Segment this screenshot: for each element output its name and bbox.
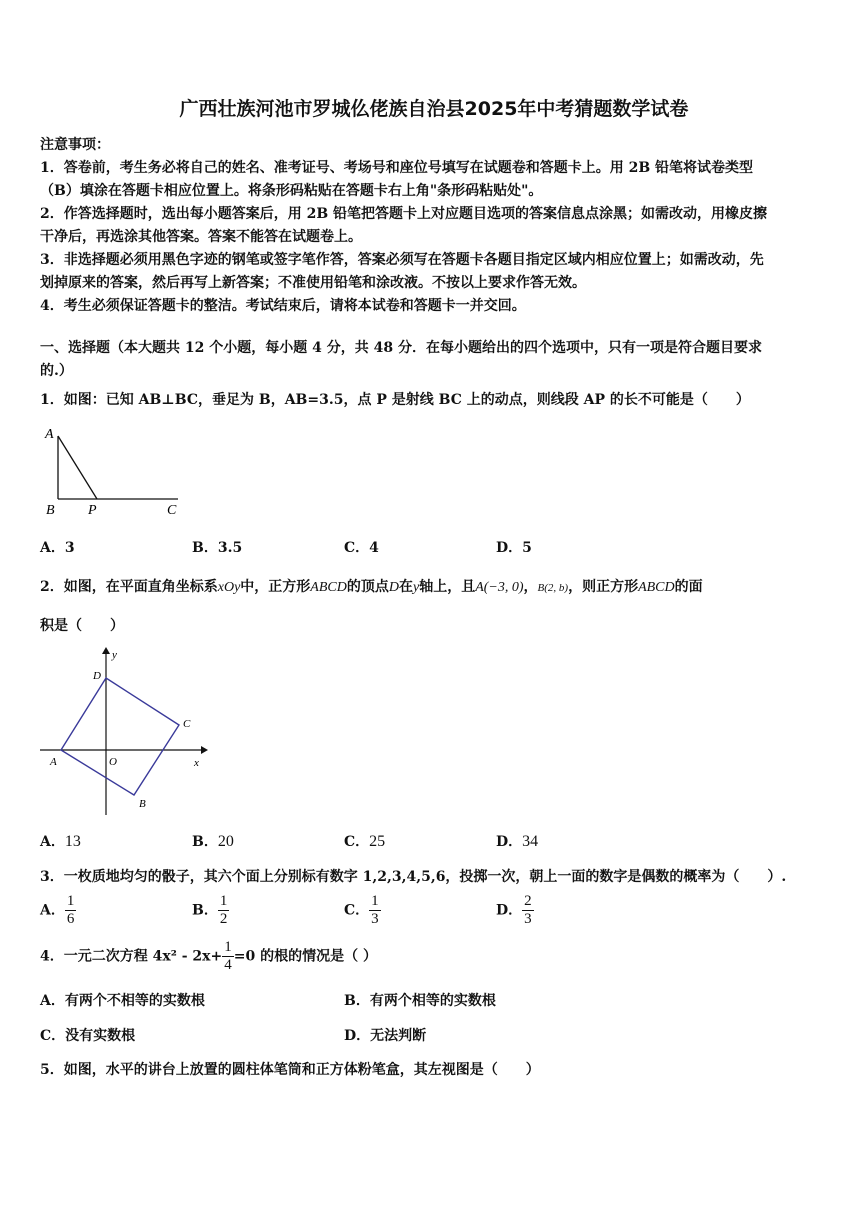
fig2-label-c: C	[183, 718, 191, 730]
question-3-text: 3．一枚质地均匀的骰子，其六个面上分别标有数字 1,2,3,4,5,6，投掷一次，朝上一面的数字是偶数的概率为（ ）.	[40, 869, 787, 885]
fraction-numerator: 1	[219, 893, 228, 909]
question-4-text	[40, 939, 377, 974]
q2-xoy: xOy	[217, 580, 241, 595]
q3-option-c-letter: C．	[344, 902, 370, 919]
q4-option-a: A．有两个不相等的实数根	[40, 993, 205, 1009]
notice-line: 划掉原来的答案，然后再写上新答案；不准使用铅笔和涂改液。不按以上要求作答无效。	[40, 275, 586, 291]
q4-fraction	[222, 939, 234, 974]
notice-line: 4．考生必须保证答题卡的整洁。考试结束后，请将本试卷和答题卡一并交回。	[40, 298, 526, 314]
fig1-label-p: P	[88, 503, 97, 518]
q2-option-b-letter: B．	[192, 834, 218, 850]
notice-heading: 注意事项：	[40, 137, 110, 153]
q2-text-f: ，	[523, 579, 538, 595]
q4-text-b: =0 的根的情况是（ ）	[233, 948, 377, 965]
q2-option-d-value: 34	[522, 833, 539, 850]
notice-line: 2．作答选择题时，选出每小题答案后，用 2B 铅笔把答题卡上对应题目选项的答案信息点涂黑；如需改动，用橡皮擦	[40, 206, 768, 222]
section-heading-cont: 的.）	[40, 363, 73, 379]
fig1-label-b: B	[46, 503, 55, 518]
q2-option-a	[40, 831, 81, 851]
q2-text-d: 在	[398, 579, 413, 595]
fig1-label-a: A	[45, 427, 54, 442]
q2-option-c-letter: C．	[344, 834, 370, 850]
question-2-figure	[36, 645, 216, 820]
q2-option-c-value: 25	[369, 833, 386, 850]
q2-text-g: ，则正方形	[568, 579, 639, 595]
q1-option-a: A．3	[40, 540, 75, 556]
fig2-label-d: D	[93, 670, 101, 682]
q3-option-d-fraction	[522, 893, 534, 928]
q2-abcd-2: ABCD	[638, 580, 675, 595]
q2-option-a-value: 13	[64, 833, 81, 850]
question-1-figure	[40, 420, 190, 522]
q2-text-a: 2．如图，在平面直角坐标系	[40, 579, 218, 595]
fraction-denominator: 2	[219, 911, 228, 927]
q3-option-a-fraction	[65, 893, 77, 928]
question-1-text: 1．如图：已知 AB⊥BC，垂足为 B，AB=3.5，点 P 是射线 BC 上的动点，则线段 AP 的长不可能是（ ）	[40, 392, 750, 408]
q4-option-b: B．有两个相等的实数根	[344, 993, 496, 1009]
fig2-label-b: B	[139, 798, 146, 810]
q3-option-d-letter: D．	[496, 902, 523, 919]
question-2-text	[40, 576, 703, 596]
q3-option-c	[344, 893, 381, 928]
fig2-label-a: A	[50, 756, 57, 768]
fraction-denominator: 4	[224, 957, 232, 973]
fraction-denominator: 3	[371, 911, 379, 927]
notice-line: （B）填涂在答题卡相应位置上。将条形码粘贴在答题卡右上角"条形码粘贴处"。	[40, 183, 543, 199]
fig2-label-y: y	[112, 649, 117, 661]
question-5-text: 5．如图，水平的讲台上放置的圆柱体笔筒和正方体粉笔盒，其左视图是（ ）	[40, 1062, 540, 1078]
q2-text-c: 的顶点	[346, 579, 389, 595]
notice-line: 3．非选择题必须用黑色字迹的钢笔或签字笔作答，答案必须写在答题卡各题目指定区域内相应位置上；如需改动，先	[40, 252, 764, 268]
q2-b-coord: B(2, b)	[537, 582, 569, 594]
notice-line: 干净后，再选涂其他答案。答案不能答在试题卷上。	[40, 229, 362, 245]
q3-option-b	[192, 893, 229, 928]
q2-text-b: 中，正方形	[240, 579, 311, 595]
q2-option-b-value: 20	[217, 833, 234, 850]
q3-option-d	[496, 893, 534, 928]
q3-option-a-letter: A．	[40, 902, 65, 919]
q2-text-h: 的面	[674, 579, 703, 595]
q2-option-a-letter: A．	[40, 834, 65, 850]
q3-option-b-fraction	[218, 893, 230, 928]
q1-option-c: C．4	[344, 540, 379, 556]
q3-option-c-fraction	[369, 893, 381, 928]
notice-line: 1．答卷前，考生务必将自己的姓名、准考证号、考场号和座位号填写在试题卷和答题卡上。用 2B 铅笔将试卷类型	[40, 160, 754, 176]
fraction-denominator: 6	[66, 911, 75, 927]
q1-option-d: D．5	[496, 540, 532, 556]
q2-y: y	[412, 580, 420, 595]
q2-option-b	[192, 831, 234, 851]
q2-option-c	[344, 831, 385, 851]
q2-d: D	[388, 580, 399, 595]
page-title: 广西壮族河池市罗城仫佬族自治县2025年中考猜题数学试卷	[179, 98, 689, 120]
q1-option-b: B．3.5	[192, 540, 243, 556]
section-heading: 一、选择题（本大题共 12 个小题，每小题 4 分，共 48 分．在每小题给出的四个选项中，只有一项是符合题目要求	[40, 340, 762, 356]
q2-option-d	[496, 831, 538, 851]
q2-text-e: 轴上，且	[419, 579, 476, 595]
fraction-denominator: 3	[524, 911, 532, 927]
fig2-label-o: O	[109, 756, 117, 768]
q3-option-a	[40, 893, 76, 928]
question-2-text-cont: 积是（ ）	[40, 618, 124, 634]
fig1-label-c: C	[167, 503, 177, 518]
q3-option-b-letter: B．	[192, 902, 218, 919]
q4-text-a: 4．一元二次方程 4x² - 2x+	[40, 948, 223, 965]
q4-option-c: C．没有实数根	[40, 1028, 136, 1044]
q2-a-coord: A(−3, 0)	[475, 580, 524, 595]
q2-abcd: ABCD	[310, 580, 347, 595]
fraction-numerator: 2	[524, 893, 532, 909]
fraction-numerator: 1	[371, 893, 379, 909]
q2-option-d-letter: D．	[496, 834, 523, 850]
fig2-label-x: x	[194, 757, 199, 769]
q4-option-d: D．无法判断	[344, 1028, 427, 1044]
fraction-numerator: 1	[66, 893, 75, 909]
fraction-numerator: 1	[224, 939, 232, 955]
